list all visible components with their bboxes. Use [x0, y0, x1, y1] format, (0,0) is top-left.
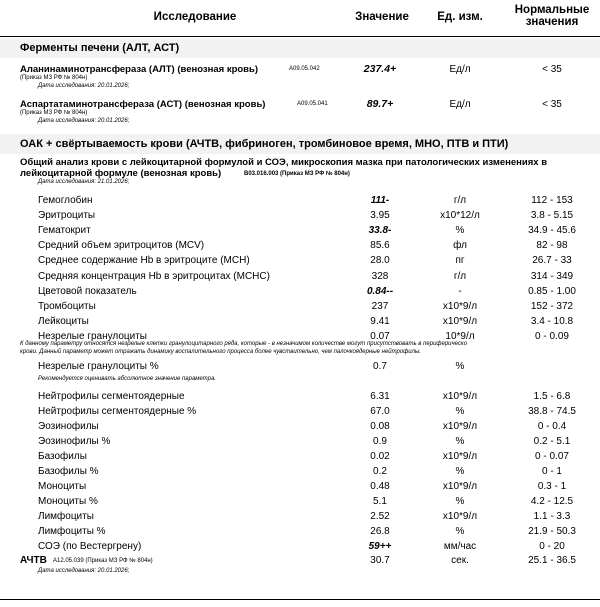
header-unit: Ед. изм.	[437, 11, 483, 23]
result-name: Средний объем эритроцитов (MCV)	[38, 240, 205, 252]
result-norm: 3.8 - 5.15	[530, 210, 574, 222]
result-value: 0.84--	[366, 285, 394, 297]
result-value: 111-	[370, 195, 390, 206]
result-unit: %	[455, 495, 465, 507]
result-value: 0.9	[373, 435, 387, 447]
result-name: Гемоглобин	[38, 195, 93, 206]
test-norm: 25.1 - 36.5	[528, 555, 576, 566]
result-norm: 82 - 98	[536, 240, 568, 252]
result-norm: 0.3 - 1	[537, 480, 567, 492]
result-name: Тромбоциты	[38, 300, 96, 312]
result-name: Гематокрит	[38, 225, 91, 237]
result-name: Лейкоциты	[38, 315, 89, 327]
result-name: Незрелые гранулоциты	[38, 330, 147, 342]
result-value: 2.52	[370, 510, 390, 522]
result-name: Моноциты %	[38, 495, 98, 507]
result-unit: %	[455, 525, 465, 537]
result-unit: x10*12/л	[440, 210, 480, 222]
note-immature-granulocytes	[20, 341, 600, 356]
result-unit: фл	[453, 240, 467, 252]
panel-code: B03.016.003 (Приказ МЗ РФ № 804н)	[244, 171, 350, 177]
test-value: 89.7+	[366, 98, 394, 110]
panel-date: Дата исследования: 21.01.2026;	[38, 179, 130, 185]
result-unit: -	[458, 285, 462, 297]
result-name: Базофилы %	[38, 465, 99, 477]
result-norm: 0 - 20	[539, 540, 565, 552]
result-unit: x10*9/л	[442, 510, 478, 522]
result-value: 0.48	[370, 480, 390, 492]
result-norm: 0 - 0.4	[537, 420, 567, 432]
result-value: 59++	[368, 540, 392, 552]
result-value: 0.2	[373, 465, 387, 477]
test-date: Дата исследования: 20.01.2026;	[38, 568, 130, 574]
result-unit: мм/час	[443, 540, 477, 552]
result-value: 0.08	[370, 420, 390, 432]
result-value: 26.8	[370, 525, 390, 537]
result-norm: 0 - 0.09	[535, 330, 569, 342]
section-title: ОАК + свёртываемость крови (АЧТВ, фибриноген, тромбиновое время, МНО, ПТВ и ПТИ)	[20, 138, 509, 150]
result-name: Нейтрофилы сегментоядерные	[38, 391, 185, 402]
result-name: Лимфоциты %	[38, 525, 106, 537]
result-value: 0.02	[370, 450, 390, 462]
result-norm: 152 - 372	[530, 300, 574, 312]
result-unit: x10*9/л	[442, 420, 478, 432]
result-name: Моноциты	[38, 480, 87, 492]
result-norm: 112 - 153	[531, 195, 573, 206]
result-norm: 0.2 - 5.1	[533, 435, 571, 447]
result-value: 28.0	[370, 255, 390, 267]
result-value: 6.31	[370, 391, 390, 402]
test-name: АЧТВ	[20, 555, 47, 566]
test-order: (Приказ МЗ РФ № 804н)	[20, 75, 88, 81]
result-value: 0.7	[373, 361, 387, 372]
test-norm: < 35	[542, 99, 562, 110]
test-date: Дата исследования: 20.01.2026;	[38, 83, 130, 89]
test-code: A12.05.039 (Приказ МЗ РФ № 804н)	[53, 558, 153, 564]
result-name: Средняя концентрация Hb в эритроцитах (MCHC)	[38, 270, 270, 282]
result-value: 237	[371, 300, 389, 312]
section-title: Ферменты печени (АЛТ, АСТ)	[20, 42, 180, 54]
result-unit: г/л	[453, 195, 467, 206]
result-norm: 3.4 - 10.8	[530, 315, 574, 327]
result-norm: 21.9 - 50.3	[528, 525, 576, 537]
result-value: 0.07	[370, 330, 390, 342]
test-name: Аланинаминотрансфераза (АЛТ) (венозная кровь)	[20, 64, 259, 75]
note-line: К данному параметру относятся незрелые клетки гранулоцитарного ряда, которые - в незначимом количестве могут присутствовать в периферическо	[20, 341, 468, 347]
result-norm: 34.9 - 45.6	[528, 225, 576, 237]
result-unit: x10*9/л	[442, 480, 478, 492]
test-unit: Ед/л	[449, 99, 471, 110]
result-value: 33.8-	[368, 225, 392, 237]
panel-title-line2: лейкоцитарной формуле (венозная кровь)	[20, 168, 222, 179]
result-name: Эозинофилы	[38, 420, 99, 432]
result-unit: %	[455, 435, 465, 447]
test-code: A09.05.041	[297, 101, 328, 107]
result-unit: %	[455, 361, 465, 372]
result-unit: x10*9/л	[442, 450, 478, 462]
result-norm: 0.85 - 1.00	[528, 285, 576, 297]
result-name: Базофилы	[38, 450, 87, 462]
test-name: Аспартатаминотрансфераза (АСТ) (венозная кровь)	[20, 99, 266, 110]
header-study: Исследование	[153, 11, 237, 23]
header-value: Значение	[355, 11, 409, 23]
result-norm: 26.7 - 33	[532, 255, 572, 267]
result-unit: пг	[455, 255, 465, 267]
result-value: 67.0	[370, 405, 390, 417]
result-unit: x10*9/л	[442, 300, 478, 312]
result-name: Эозинофилы %	[38, 435, 111, 447]
panel-title-line1: Общий анализ крови с лейкоцитарной формулой и СОЭ, микроскопия мазка при патологических изменениях в	[20, 157, 548, 168]
result-name: Незрелые гранулоциты %	[38, 361, 159, 372]
test-norm: < 35	[542, 64, 562, 75]
result-value: 5.1	[373, 495, 387, 507]
result-value: 9.41	[370, 315, 390, 327]
section-cbc-coagulation	[0, 134, 600, 154]
note-line: крови. Данный параметр может отражать динамику воспалительного процесса более чувствительно, чем палочкоядерные нейтрофилы.	[20, 348, 422, 355]
result-unit: x10*9/л	[442, 391, 478, 402]
test-unit: Ед/л	[449, 64, 471, 75]
result-unit: x10*9/л	[442, 315, 478, 327]
test-value: 237.4+	[363, 63, 397, 75]
test-unit: сек.	[451, 555, 469, 566]
result-norm: 314 - 349	[530, 270, 574, 282]
test-order: (Приказ МЗ РФ № 804н)	[20, 110, 88, 116]
result-norm: 4.2 - 12.5	[530, 495, 574, 507]
test-code: A09.05.042	[289, 66, 320, 72]
divider	[0, 599, 600, 600]
test-date: Дата исследования: 20.01.2026;	[38, 118, 130, 124]
result-norm: 0 - 0.07	[535, 450, 569, 462]
result-unit: г/л	[453, 270, 467, 282]
result-norm: 38.8 - 74.5	[528, 405, 576, 417]
result-norm: 1.1 - 3.3	[533, 510, 571, 522]
result-value: 328	[371, 270, 389, 282]
result-name: Лимфоциты	[38, 510, 94, 522]
result-norm: 0 - 1	[541, 465, 562, 477]
result-name: Цветовой показатель	[38, 285, 137, 297]
header-norm: Нормальные значения	[514, 4, 590, 28]
result-name: Нейтрофилы сегментоядерные %	[38, 405, 197, 417]
test-value: 30.7	[370, 555, 390, 566]
result-value: 85.6	[370, 240, 390, 252]
section-liver-enzymes	[0, 38, 600, 58]
note-recommendation: Рекомендуется оценивать абсолютное значение параметра.	[38, 376, 216, 382]
result-unit: 10*9/л	[445, 330, 475, 342]
table-header	[0, 0, 600, 37]
result-unit: %	[455, 465, 465, 477]
result-unit: %	[455, 225, 465, 237]
result-norm: 1.5 - 6.8	[533, 391, 571, 402]
result-name: Среднее содержание Hb в эритроците (MCH)	[38, 255, 250, 267]
result-name: СОЭ (по Вестергрену)	[38, 540, 142, 552]
result-unit: %	[455, 405, 465, 417]
result-name: Эритроциты	[38, 210, 96, 222]
result-value: 3.95	[370, 210, 390, 222]
